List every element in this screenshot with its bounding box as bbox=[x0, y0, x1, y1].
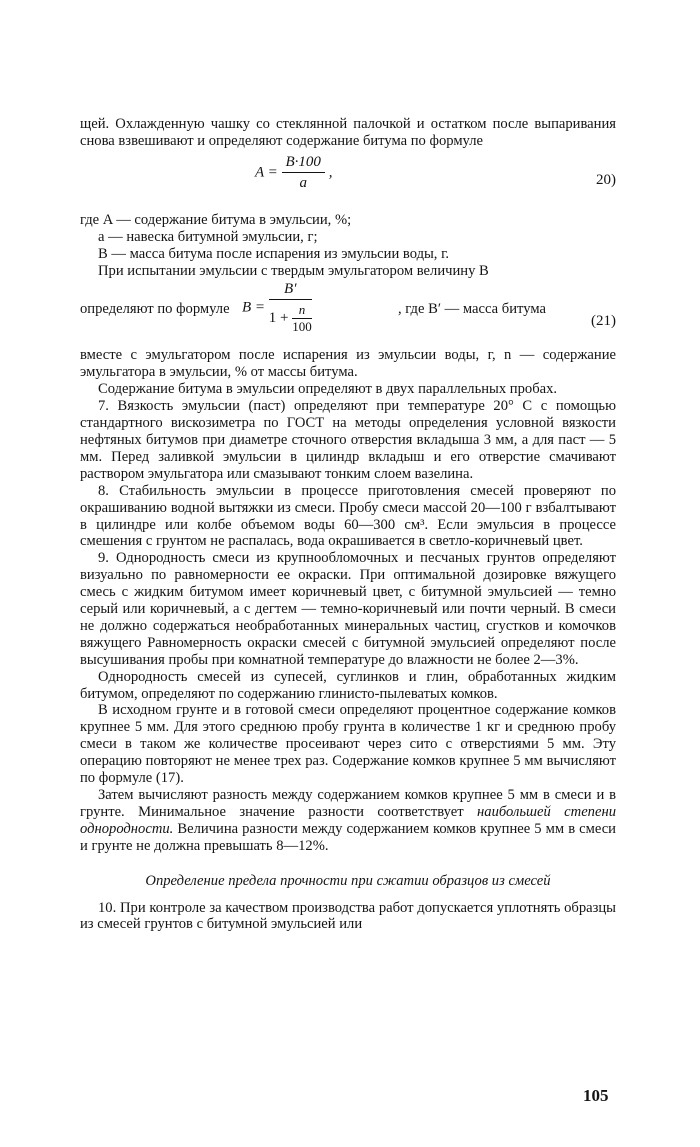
lumps-paragraph: В исходном грунте и в готовой смеси определяют процентное содержание комков крупнее 5 мм. Для этого среднюю пробу грунта в количестве 1 кг и среднюю пробу смеси в таком же количестве просеивают через сито с отверстиями 5 мм. Эту операцию повторяют не менее трех раз. Содержание комков крупнее 5 мм вычисляют по формуле (17). bbox=[80, 702, 616, 787]
intro-paragraph: щей. Охлажденную чашку со стеклянной палочкой и остатком после выпаривания снова взвешивают и определяют содержание битума по формуле bbox=[80, 116, 616, 149]
formula-21-small-fraction bbox=[292, 302, 312, 335]
formula-20-lhs: A = bbox=[255, 164, 278, 181]
formula-21-small-den: 100 bbox=[292, 319, 312, 335]
formula-21-numerator: B′ bbox=[269, 281, 312, 300]
formula-21-number: (21) bbox=[591, 313, 616, 330]
after-formula-paragraph: вместе с эмульгатором после испарения из эмульсии воды, г, n — содержание эмульгатора в эмульсии, % от массы битума. bbox=[80, 347, 616, 381]
paragraph-8: 8. Стабильность эмульсии в процессе приготовления смесей проверяют по окрашиванию водной вытяжки из смеси. Пробу смеси массой 20—100 г взбалтывают в цилиндре или колбе объемом воды 60—300 см³. Если эмульсия в процессе смешения с грунтом не распалась, вода окрашивается в светло-коричневый цвет. bbox=[80, 482, 616, 550]
difference-text-end: Величина разности между содержанием комков крупнее 5 мм в смеси и грунте не должна превышать 8—12%. bbox=[80, 820, 616, 854]
formula-20-number: 20) bbox=[596, 171, 616, 188]
section-heading: Определение предела прочности при сжатии образцов из смесей bbox=[145, 872, 551, 889]
formula-20 bbox=[80, 150, 616, 212]
definitions-list bbox=[80, 212, 616, 263]
difference-emphasis: наибольшей степени однородности. bbox=[80, 803, 616, 837]
page-number: 105 bbox=[583, 1086, 609, 1105]
formula-21-fraction bbox=[269, 281, 312, 335]
formula-21 bbox=[80, 281, 616, 347]
parallel-samples-paragraph: Содержание битума в эмульсии определяют в двух параллельных пробах. bbox=[98, 381, 558, 398]
clay-paragraph: Однородность смесей из супесей, суглинков и глин, обработанных жидким битумом, определяют по содержанию глинисто-пылеватых комков. bbox=[80, 668, 616, 702]
paragraph-7: 7. Вязкость эмульсии (паст) определяют при температуре 20° С с помощью стандартного вискозиметра по ГОСТ на методы определения условной вязкости нефтяных битумов при диаметре сточного отверстия вкладыша 3 мм, а для паст — 5 мм. Перед заливкой эмульсии в цилиндр вкладыш и его отверстие смачивают раствором эмульгатора или смазывают тонким слоем вазелина. bbox=[80, 398, 616, 482]
formula-21-lead: определяют по формуле bbox=[80, 301, 230, 318]
paragraph-9: 9. Однородность смеси из крупнообломочных и песчаных грунтов определяют визуально по равномерности ее окраски. При оптимальной дозировке вяжущего смесь с жидким битумом имеет коричневый цвет, с битумной эмульсией — темно серый или коричневый, а с дегтем — темно-коричневый или почти черный. В смеси не должно содержаться необработанных минеральных частиц, сгустков и комочков вяжущего Равномерность окраски смесей с битумной эмульсией определяют после высушивания пробы при комнатной температуре до влажности не более 2—3%. bbox=[80, 550, 616, 668]
definition-a: где A — содержание битума в эмульсии, %; bbox=[80, 211, 352, 228]
formula-21-den-prefix: 1 + bbox=[268, 310, 289, 327]
formula-20-fraction bbox=[282, 154, 325, 192]
formula-21-expression bbox=[242, 281, 312, 335]
text-column bbox=[80, 116, 616, 933]
formula-21-lhs: B = bbox=[242, 299, 266, 316]
difference-paragraph bbox=[80, 787, 616, 855]
paragraph-10: 10. При контроле за качеством производства работ допускается уплотнять образцы из смесей грунтов с битумной эмульсией или bbox=[80, 899, 616, 933]
formula-21-after: , где B′ — масса битума bbox=[398, 301, 546, 318]
definition-b: B — масса битума после испарения из эмульсии воды, г. bbox=[98, 245, 450, 262]
formula-20-numerator: B·100 bbox=[282, 154, 325, 173]
formula-21-denominator bbox=[269, 300, 312, 335]
formula-20-expression bbox=[255, 154, 332, 192]
test-paragraph: При испытании эмульсии с твердым эмульгатором величину B bbox=[98, 262, 489, 279]
formula-21-small-num: n bbox=[292, 302, 312, 319]
formula-20-comma: , bbox=[328, 164, 333, 181]
formula-20-denominator: a bbox=[299, 174, 307, 191]
definition-a-small: a — навеска битумной эмульсии, г; bbox=[98, 228, 318, 245]
difference-text-start: Затем вычисляют разность между содержанием комков крупнее 5 мм в смеси и в грунте. Минимальное значение разности соответствует bbox=[80, 787, 616, 820]
